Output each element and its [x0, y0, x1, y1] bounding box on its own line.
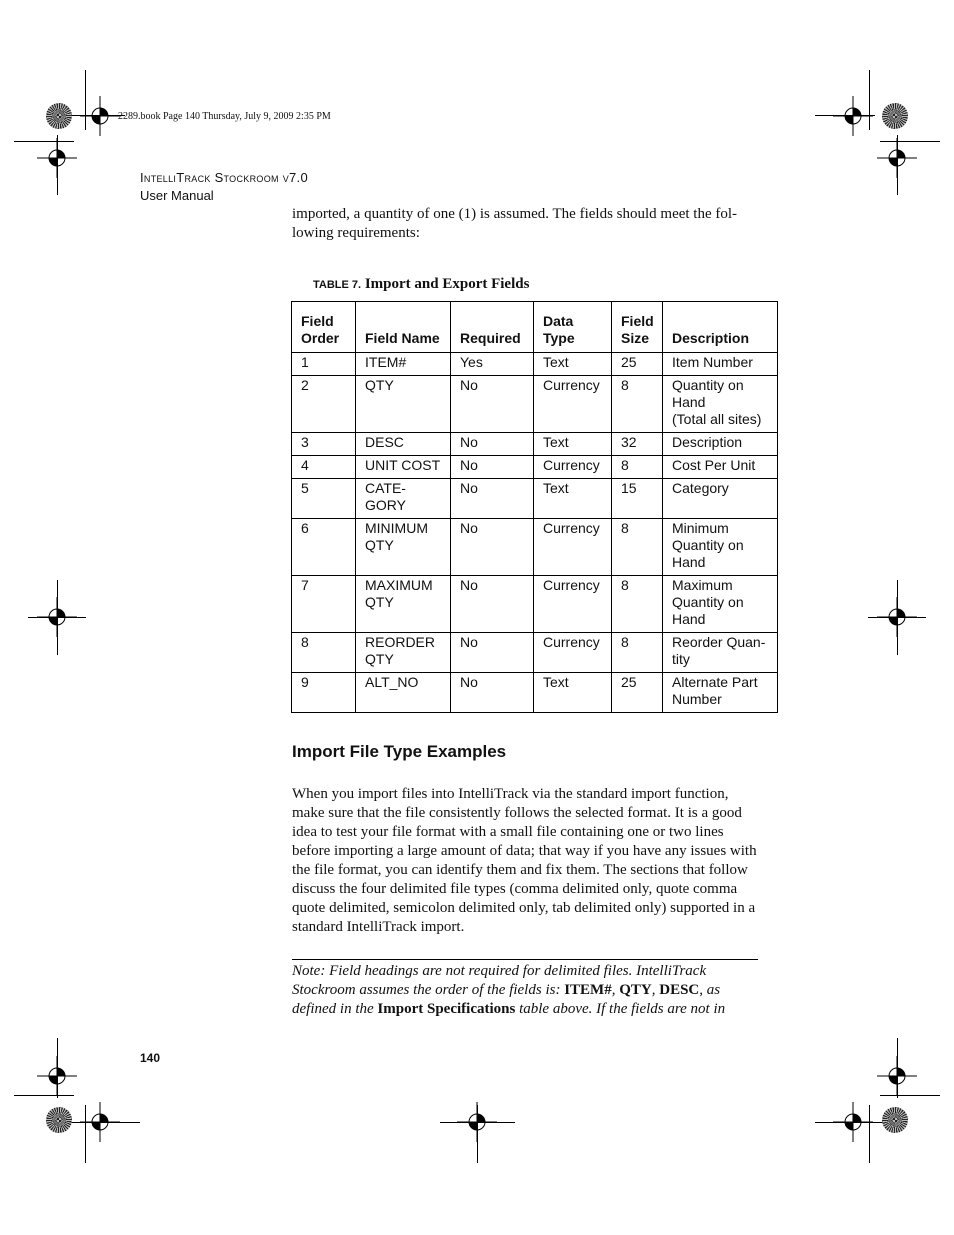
table-cell: Category: [663, 479, 778, 519]
table-cell: 8: [612, 456, 663, 479]
table-cell: Quantity on Hand (Total all sites): [663, 376, 778, 433]
table-cell: No: [451, 456, 534, 479]
table-cell: 8: [612, 376, 663, 433]
page-number: 140: [140, 1051, 161, 1065]
table-row: [292, 519, 778, 576]
table-cell: 32: [612, 433, 663, 456]
table-caption-label: TABLE 7.: [313, 279, 362, 291]
note-divider: [292, 959, 758, 960]
registration-mark-icon: [37, 138, 77, 178]
registration-mark-icon: [37, 597, 77, 637]
import-export-fields-table: [291, 301, 778, 713]
running-header-subtitle: User Manual: [140, 188, 214, 203]
table-cell: 9: [292, 673, 356, 713]
table-cell: Description: [663, 433, 778, 456]
registration-mark-icon: [37, 1056, 77, 1096]
table-cell: 3: [292, 433, 356, 456]
table-cell: MAXIMUM QTY: [356, 576, 451, 633]
intro-paragraph: imported, a quantity of one (1) is assumed. The fields should meet the fol- lowing requirements:: [292, 206, 738, 241]
registration-mark-icon: [877, 138, 917, 178]
column-header: Field Order: [292, 302, 356, 353]
table-cell: Maximum Quantity on Hand: [663, 576, 778, 633]
table-cell: Cost Per Unit: [663, 456, 778, 479]
note-import-specifications: Import Specifications: [377, 1001, 516, 1017]
note-separator: ,: [651, 982, 660, 998]
table-cell: UNIT COST: [356, 456, 451, 479]
table-cell: 7: [292, 576, 356, 633]
table-cell: No: [451, 479, 534, 519]
table-cell: No: [451, 633, 534, 673]
table-caption-title: Import and Export Fields: [364, 276, 530, 292]
registration-mark-icon: [80, 1102, 120, 1142]
table-cell: Currency: [534, 576, 612, 633]
table-cell: 1: [292, 353, 356, 376]
table-cell: Currency: [534, 456, 612, 479]
registration-mark-icon: [833, 96, 873, 136]
starburst-icon: [46, 103, 72, 129]
note-field-item: ITEM#: [564, 982, 612, 998]
table-cell: 8: [612, 576, 663, 633]
table-cell: QTY: [356, 376, 451, 433]
table-cell: 6: [292, 519, 356, 576]
column-header: Data Type: [534, 302, 612, 353]
table-cell: Item Number: [663, 353, 778, 376]
table-cell: Currency: [534, 633, 612, 673]
registration-mark-icon: [833, 1102, 873, 1142]
column-header: Field Name: [356, 302, 451, 353]
table-cell: 8: [612, 519, 663, 576]
table-cell: Alternate Part Number: [663, 673, 778, 713]
table-row: [292, 433, 778, 456]
note-separator: ,: [611, 982, 620, 998]
table-cell: 8: [292, 633, 356, 673]
table-cell: No: [451, 673, 534, 713]
note-field-qty: QTY: [619, 982, 652, 998]
table-cell: ITEM#: [356, 353, 451, 376]
table-cell: 5: [292, 479, 356, 519]
table-cell: Text: [534, 479, 612, 519]
table-cell: ALT_NO: [356, 673, 451, 713]
section-body-paragraph: When you import files into IntelliTrack via the standard import function, make sure that the file consistently follows the selected format. It is a good idea to test your file format with a small file containing one or two lines before importing a large amount of data; that way if you have any issues with the file format, you can identify them and fix them. The sections that follow discuss the four delimited file types (comma delimited only, quote comma quote delimited, semicolon delimited only, tab delimited only) supported in a standard IntelliTrack import.: [292, 786, 757, 935]
registration-mark-icon: [877, 1056, 917, 1096]
table-cell: Currency: [534, 376, 612, 433]
note-field-desc: DESC: [659, 982, 700, 998]
starburst-icon: [46, 1107, 72, 1133]
table-cell: Text: [534, 433, 612, 456]
table-cell: 2: [292, 376, 356, 433]
column-header: Description: [663, 302, 778, 353]
table-cell: 8: [612, 633, 663, 673]
table-cell: No: [451, 519, 534, 576]
table-row: [292, 633, 778, 673]
table-cell: Text: [534, 673, 612, 713]
note-tail-text: table above. If the fields are not in: [515, 1001, 726, 1017]
table-cell: CATE- GORY: [356, 479, 451, 519]
table-cell: No: [451, 576, 534, 633]
table-row: [292, 456, 778, 479]
table-cell: Text: [534, 353, 612, 376]
column-header: Required: [451, 302, 534, 353]
registration-mark-icon: [457, 1102, 497, 1142]
starburst-icon: [882, 103, 908, 129]
table-cell: 25: [612, 673, 663, 713]
table-cell: No: [451, 433, 534, 456]
table-cell: Yes: [451, 353, 534, 376]
table-cell: 25: [612, 353, 663, 376]
registration-mark-icon: [877, 597, 917, 637]
table-row: [292, 353, 778, 376]
table-row: [292, 576, 778, 633]
registration-mark-icon: [80, 96, 120, 136]
table-cell: Minimum Quantity on Hand: [663, 519, 778, 576]
running-header-title: IntelliTrack Stockroom v7.0: [140, 170, 308, 185]
column-header: Field Size: [612, 302, 663, 353]
table-cell: Currency: [534, 519, 612, 576]
print-stamp: 2289.book Page 140 Thursday, July 9, 2009 2:35 PM: [118, 111, 331, 122]
table-cell: 15: [612, 479, 663, 519]
note-lead-text: Note: Field headings are not required for delimited files. IntelliTrack Stockroom assumes the order of the fields is:: [292, 963, 707, 998]
note-middle-text: , as defined in the: [292, 982, 721, 1017]
section-heading: Import File Type Examples: [292, 742, 507, 761]
table-row: [292, 479, 778, 519]
table-cell: DESC: [356, 433, 451, 456]
table-cell: MINIMUM QTY: [356, 519, 451, 576]
starburst-icon: [882, 1107, 908, 1133]
table-row: [292, 673, 778, 713]
table-cell: REORDER QTY: [356, 633, 451, 673]
table-header-row: [292, 302, 778, 353]
table-cell: No: [451, 376, 534, 433]
note-paragraph: [292, 962, 762, 1019]
table-cell: Reorder Quan- tity: [663, 633, 778, 673]
table-caption: [313, 276, 529, 293]
table-row: [292, 376, 778, 433]
table-cell: 4: [292, 456, 356, 479]
